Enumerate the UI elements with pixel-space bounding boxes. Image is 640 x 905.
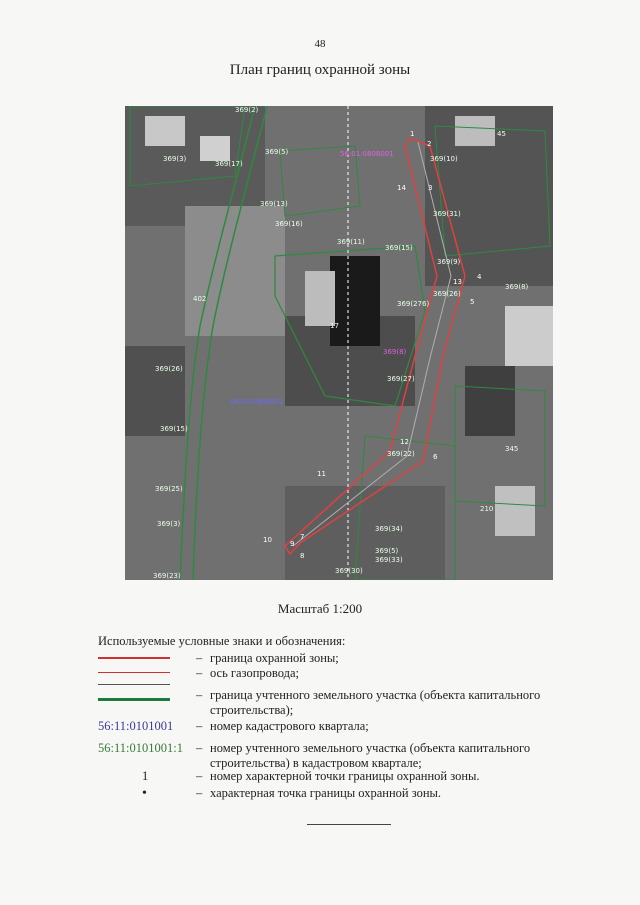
legend-item-parcel-boundary: граница учтенного земельного участка (объекта капитального строительства);: [210, 688, 541, 717]
page-number: 48: [314, 38, 326, 50]
legend-dash: –: [196, 741, 203, 755]
building-shape: [330, 256, 380, 346]
svg-text:369(9): 369(9): [437, 258, 461, 266]
legend-parcel-symbol: 56:11:0101001:1: [98, 741, 183, 755]
svg-text:369(5): 369(5): [265, 148, 289, 156]
legend-red-line-symbol-2: [98, 672, 170, 673]
legend-dash: –: [196, 769, 203, 783]
legend-point-number-symbol: 1: [142, 769, 149, 783]
legend-gray-line-symbol: [98, 684, 170, 685]
svg-text:6: 6: [433, 453, 438, 461]
svg-text:369(8): 369(8): [383, 348, 407, 356]
legend-red-line-symbol: [98, 657, 170, 659]
svg-text:369(17): 369(17): [215, 160, 243, 168]
map-plan: [125, 106, 553, 580]
svg-text:4: 4: [477, 273, 482, 281]
quarter-label: 56:01:0808001: [230, 398, 284, 406]
svg-text:369(33): 369(33): [375, 556, 403, 564]
svg-text:369(3): 369(3): [157, 520, 181, 528]
svg-text:369(13): 369(13): [260, 200, 288, 208]
legend-dash: –: [196, 786, 203, 800]
legend-dash: –: [196, 651, 203, 665]
svg-text:8: 8: [300, 552, 305, 560]
map-scale: Масштаб 1:200: [277, 601, 363, 616]
legend-item-zone: граница охранной зоны;: [210, 651, 339, 665]
legend-quarter-symbol: 56:11:0101001: [98, 719, 174, 733]
bottom-divider: [307, 824, 391, 825]
svg-text:369(2): 369(2): [235, 106, 259, 114]
svg-text:9: 9: [290, 540, 295, 548]
legend-dash: –: [196, 688, 203, 702]
svg-text:369(15): 369(15): [160, 425, 188, 433]
svg-text:369(27): 369(27): [387, 375, 415, 383]
legend-dash: –: [196, 719, 203, 733]
svg-text:402: 402: [193, 295, 207, 303]
svg-text:369(15): 369(15): [385, 244, 413, 252]
svg-text:45: 45: [497, 130, 506, 138]
legend-heading: Используемые условные знаки и обозначения:: [98, 634, 346, 648]
svg-text:369(23): 369(23): [153, 572, 181, 580]
svg-text:13: 13: [453, 278, 462, 286]
legend-item-point: характерная точка границы охранной зоны.: [210, 786, 442, 800]
svg-text:7: 7: [300, 533, 305, 541]
svg-text:3: 3: [428, 184, 433, 192]
svg-text:369(31): 369(31): [433, 210, 461, 218]
svg-text:1: 1: [410, 130, 415, 138]
svg-text:369(10): 369(10): [430, 155, 458, 163]
svg-text:369(30): 369(30): [335, 567, 363, 575]
legend-green-line-symbol: [98, 698, 170, 701]
svg-text:369(22): 369(22): [387, 450, 415, 458]
svg-text:56:01:0808001: 56:01:0808001: [340, 150, 394, 158]
svg-text:17: 17: [330, 322, 339, 330]
svg-text:369(5): 369(5): [375, 547, 399, 555]
svg-text:12: 12: [400, 438, 409, 446]
svg-text:14: 14: [397, 184, 406, 192]
svg-text:369(16): 369(16): [275, 220, 303, 228]
legend-item-pipe: ось газопровода;: [210, 666, 300, 680]
svg-text:11: 11: [317, 470, 326, 478]
map-canvas: [125, 106, 553, 580]
legend-item-quarter: номер кадастрового квартала;: [210, 719, 369, 733]
svg-text:369(34): 369(34): [375, 525, 403, 533]
page-title: План границ охранной зоны: [229, 62, 411, 78]
legend-item-point-number: номер характерной точки границы охранной зоны.: [210, 769, 480, 783]
svg-text:10: 10: [263, 536, 272, 544]
svg-text:369(26): 369(26): [433, 290, 461, 298]
svg-text:5: 5: [470, 298, 475, 306]
svg-text:2: 2: [427, 140, 432, 148]
svg-text:210: 210: [480, 505, 494, 513]
legend-point-symbol: •: [142, 786, 147, 801]
legend-dash: –: [196, 666, 203, 680]
svg-text:369(276): 369(276): [397, 300, 430, 308]
svg-text:369(26): 369(26): [155, 365, 183, 373]
svg-text:369(8): 369(8): [505, 283, 529, 291]
svg-text:369(3): 369(3): [163, 155, 187, 163]
svg-text:369(11): 369(11): [337, 238, 365, 246]
legend-item-parcel: номер учтенного земельного участка (объекта капитального строительства) в кадастровом квартале;: [210, 741, 531, 770]
svg-text:345: 345: [505, 445, 519, 453]
svg-text:369(25): 369(25): [155, 485, 183, 493]
